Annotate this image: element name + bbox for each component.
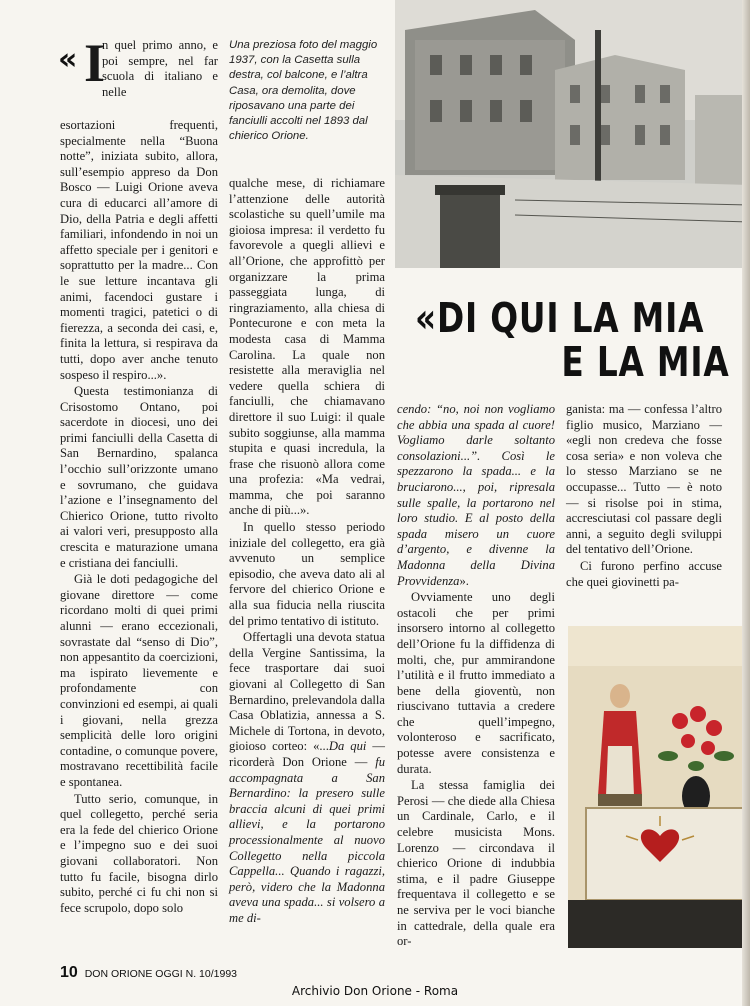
drop-cap-letter: I xyxy=(84,33,106,93)
paragraph: Già le doti pedagogiche del giovane direttore — come ricordano molti di quei primi alunni — erano eccezionali, sovrastate dal “senso di Dio”, non appesantito da coercizioni, ma ispirato lievemente e profondamente con convinzioni ed esempi, ai quali i giovani, nella grezza semplicità delle loro origini contadine, o comunque povere, mostravano recettibilità facile e spontanea. xyxy=(60,572,218,789)
quote-italic: Da qui xyxy=(328,739,367,754)
text-column-2 xyxy=(229,176,385,927)
page-edge-shadow xyxy=(742,0,750,1006)
paragraph: Tutto serio, comunque, in quel collegetto, perché seria era la fede del chierico Orione e l’impegno suo e dei suoi giovani collaboratori. Non tutto fu facile, bisogna dirlo subito, perché ci fu chi non si fece scrupolo, dopo solo xyxy=(60,791,218,915)
headline-line-2: E LA MIA xyxy=(561,338,730,386)
drop-cap-block xyxy=(58,33,218,118)
paragraph: Ci furono perfino accuse che quei giovinetti pa- xyxy=(566,558,722,589)
paragraph xyxy=(397,402,555,589)
headline-line-1: «DI QUI LA MIA xyxy=(415,294,705,342)
madonna-statue-photo xyxy=(568,626,750,948)
text-run: Offertagli una devota statua della Vergine Santissima, la fece trasportare dai suoi giovani al Collegetto di San Bernardino, prelevandola dalla Casa Oblatizia, annessa a S. Michele di Tortona, in devoto, gioioso corteo: «... xyxy=(229,630,385,754)
paragraph: La stessa famiglia dei Perosi — che diede alla Chiesa un Cardinale, Carlo, e il celebre musicista Mons. Lorenzo — circondava il chierico Orione di indubbia stima, e il padre Giuseppe frequentava il collegetto e se ne serviva per le voci bianche in cattedrale, della quale era or- xyxy=(397,778,555,949)
article-headline xyxy=(415,294,730,386)
paragraph: Questa testimonianza di Crisostomo Ontano, poi sacerdote in diocesi, uno dei primi fanciulli della Casetta di San Bernardino, spalanca l’occhio sull’orizzonte umano e sovrumano, che guidava l’azione e l’insegnamento del Chierico Orione, tutto rivolto ai valori veri, presupposto alla crescita e maturazione umana e cristiana dei fanciulli. xyxy=(60,384,218,570)
historical-photo-drawing xyxy=(395,0,750,268)
paragraph xyxy=(229,630,385,926)
paragraph: esortazioni frequenti, specialmente nella “Buona notte”, iniziata subito, allora, sull’esempio appreso da Don Bosco — Luigi Orione aveva cura di educarci all’amore di Dio, della Patria e degli affetti familiari, infondendo in noi un affetto speciale per i genitori e soprattutto per la madre... Con le sue letture incantava gli animi, facendoci gustare i momenti tragici, patetici o di fierezza, a seconda dei casi, e, finita la lettura, si respirava da tutti, dopo aver anche tenuto sospeso il respiro...». xyxy=(60,118,218,382)
text-column-1 xyxy=(58,33,218,916)
publication-name: DON ORIONE OGGI N. 10/1993 xyxy=(84,968,238,980)
statue-photo-drawing xyxy=(568,626,750,948)
page-footer xyxy=(60,964,237,982)
paragraph: ganista: ma — confessa l’altro figlio musico, Marziano — «egli non credeva che fosse cosa seria» e non voleva che lo stesso Marziano se ne occupasse... Tutto — è noto — si risolse poi in stima, accresciutasi col passare degli anni, a seguito degli sviluppi del tentativo dell’Orione. xyxy=(566,402,722,557)
paragraph: qualche mese, di richiamare l’attenzione delle autorità scolastiche su quell’umile ma gioiosa impresa: il verdetto fu favorevole a quegli allievi e all’Orione, che approfittò per organizzare la prima passeggiata lunga, di ringraziamento, alla chiesa di Pontecurone e con meta la modesta casa di Mamma Carolina. La quale non resistette alla meraviglia nel vedere quella schiera di fanciulli, che chiamavano direttore il suo Luigi: il quale subito soggiunse, alla mamma stupita e quasi incredula, la frase che risuonò allora come una profezia: «Ma vedrai, mamma, che poi saranno anche di più...». xyxy=(229,176,385,518)
photo-caption: Una preziosa foto del maggio 1937, con la Casetta sulla destra, col balcone, e l’altra Casa, ora demolita, dove riposavano una parte dei fanciulli accolti nel 1893 dal chierico Orione. xyxy=(229,39,378,143)
page-number: 10 xyxy=(60,964,78,981)
quote-italic: fu accompagnata a San Bernardino: la presero sulle braccia alcuni di quei primi allievi, e la portarono processionalmente al nuovo Collegetto nella piccola Cappella... Quando i ragazzi, però, videro che la Madonna aveva una spada... si volsero a me di- xyxy=(229,754,385,925)
text-column-3 xyxy=(397,402,555,950)
paragraph: Ovviamente uno degli ostacoli che per primi insorsero intorno al collegetto dell’Orione fu la diffidenza di molti, che, pur ammirandone l’utilità e il frutto immediato a bene della gioventù, non riuscivano tuttavia a credere che quell’impegno, volonteroso e sacrificato, potesse avere consistenza e durata. xyxy=(397,590,555,776)
text-column-4 xyxy=(566,402,722,590)
text-run: — ricorderà Don Orione — xyxy=(229,739,385,769)
quote-italic: cendo: “no, noi non vogliamo che abbia una spada al cuore! Vogliamo darle soltanto consolazioni...”. Così le spezzarono la spada... e la bruciarono..., poi, ripresala sulle spalle, la portarono nel loro studio. E al posto della spada misero un cuore d’argento, e divenne la Madonna della Divina Provvidenza xyxy=(397,402,555,588)
drop-cap-guillemet: « xyxy=(58,42,78,77)
archive-watermark-label: Archivio Don Orione - Roma xyxy=(291,984,459,998)
historical-photo xyxy=(395,0,750,268)
paragraph: In quello stesso periodo iniziale del collegetto, era già avvenuto un semplice episodio, che aveva dato ali al fervore del chierico Orione e alla sua fiducia nella riuscita del primo tentativo di istituto. xyxy=(229,520,385,628)
text-run: ». xyxy=(459,573,469,588)
lead-text: n quel primo anno, e poi sempre, nel far scuola di italiano e nelle xyxy=(102,38,218,99)
